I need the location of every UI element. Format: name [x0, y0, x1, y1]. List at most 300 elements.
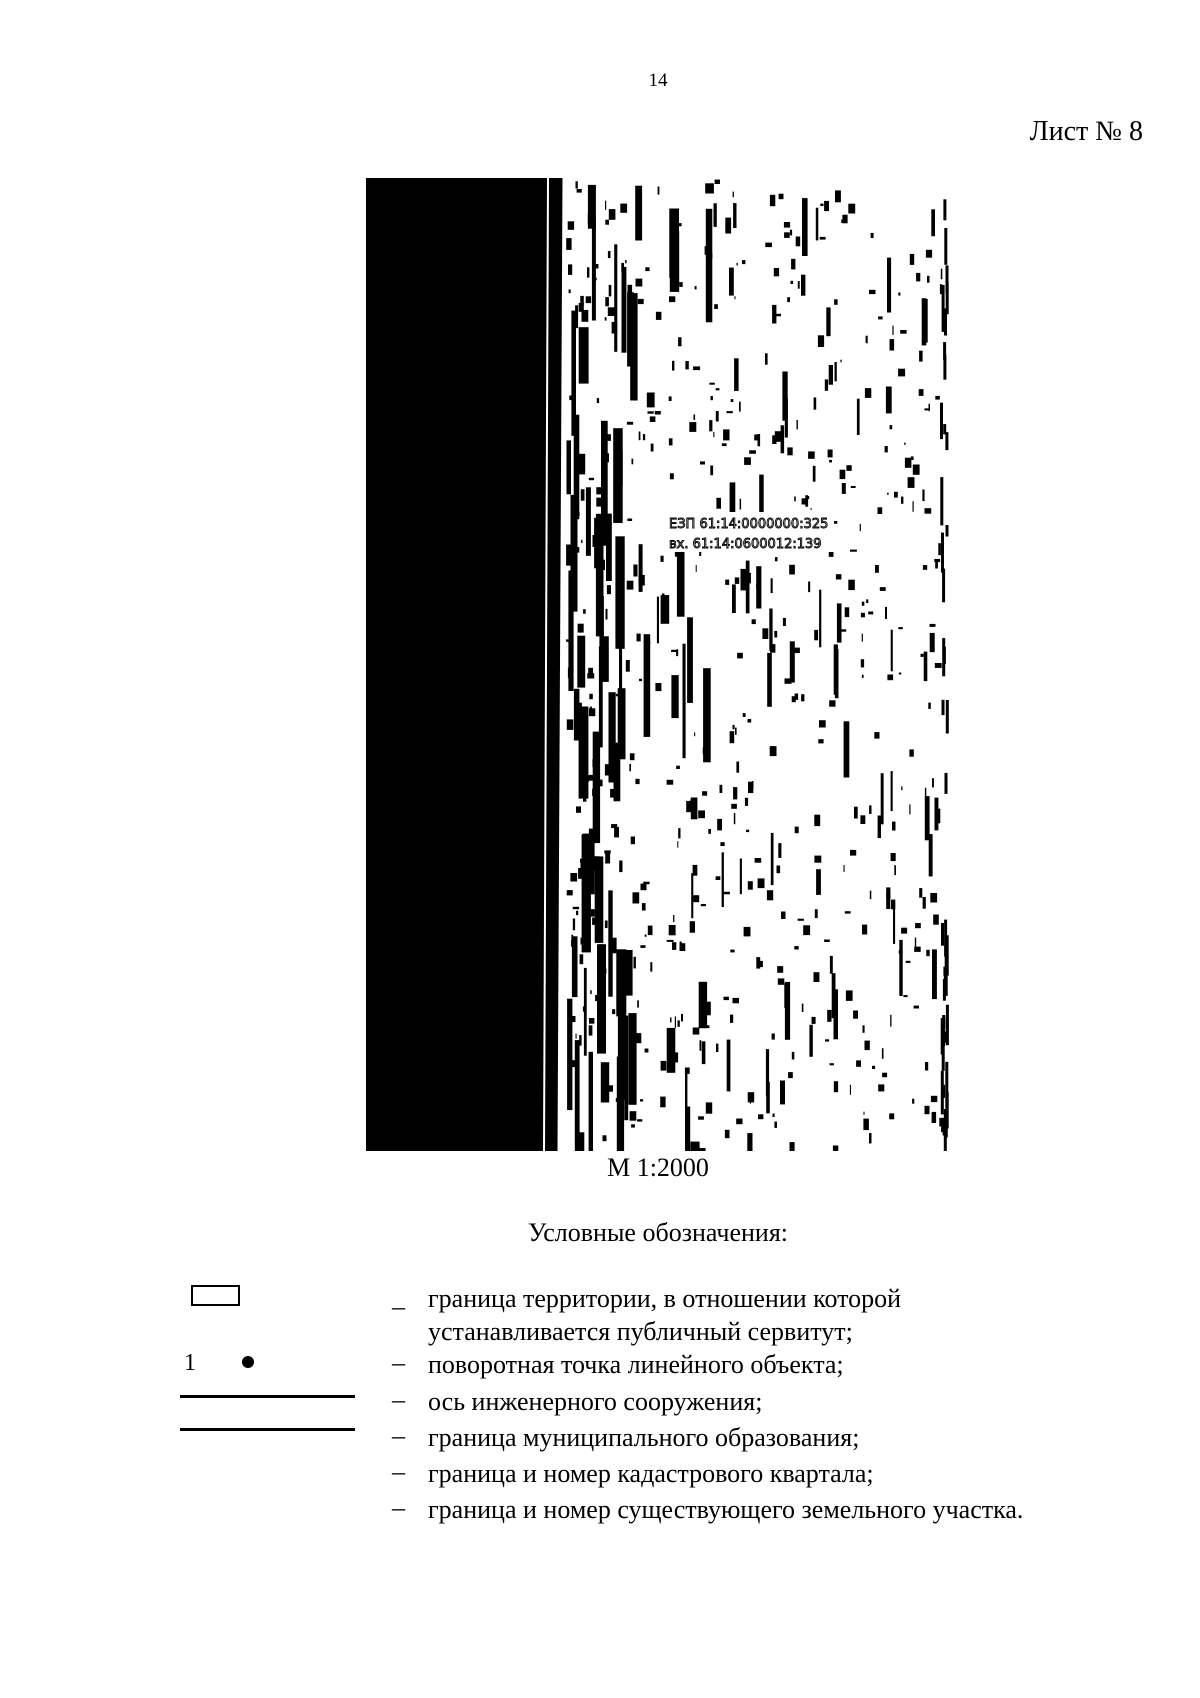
terrain-speck	[845, 607, 850, 617]
terrain-speck	[900, 330, 906, 334]
terrain-speck	[784, 232, 790, 238]
terrain-streak	[567, 999, 572, 1110]
terrain-speck	[571, 1070, 573, 1075]
legend-text: граница муниципального образования;	[428, 1423, 860, 1452]
terrain-edge-mark	[942, 569, 945, 603]
terrain-speck	[898, 627, 903, 629]
terrain-streak	[785, 982, 790, 1040]
terrain-streak	[861, 659, 864, 667]
terrain-speck	[589, 478, 594, 480]
terrain-speck	[640, 945, 645, 948]
terrain-speck	[798, 919, 804, 921]
terrain-speck	[779, 194, 784, 200]
terrain-speck	[727, 411, 733, 413]
terrain-speck	[885, 607, 887, 619]
terrain-speck	[726, 218, 727, 229]
terrain-speck	[690, 921, 695, 933]
terrain-speck	[635, 779, 639, 784]
terrain-speck	[748, 881, 753, 890]
terrain-speck	[775, 314, 781, 317]
terrain-speck	[589, 1018, 594, 1024]
terrain-speck	[700, 461, 705, 464]
terrain-speck	[938, 543, 941, 555]
terrain-speck	[661, 1061, 667, 1071]
terrain-speck	[903, 995, 907, 997]
terrain-speck	[748, 573, 751, 584]
terrain-speck	[605, 201, 606, 210]
terrain-edge-mark	[945, 773, 948, 794]
terrain-edge-mark	[942, 700, 945, 715]
terrain-speck	[829, 700, 835, 706]
terrain-speck	[773, 1114, 775, 1118]
terrain-speck	[625, 260, 627, 263]
terrain-speck	[926, 250, 932, 258]
terrain-speck	[731, 804, 737, 809]
terrain-speck	[775, 557, 778, 561]
terrain-speck	[860, 524, 861, 531]
terrain-speck	[608, 251, 611, 258]
terrain-speck	[616, 1098, 620, 1102]
terrain-speck	[673, 915, 674, 922]
terrain-speck	[693, 895, 699, 902]
terrain-speck	[701, 904, 706, 906]
terrain-speck	[808, 451, 815, 458]
terrain-speck	[581, 861, 588, 873]
terrain-speck	[594, 264, 599, 269]
terrain-speck	[581, 489, 585, 501]
terrain-streak	[595, 856, 604, 943]
terrain-streak	[702, 1041, 706, 1064]
terrain-edge-mark	[943, 342, 946, 360]
terrain-speck	[709, 383, 714, 385]
terrain-speck	[612, 322, 618, 334]
terrain-speck	[618, 1042, 620, 1053]
terrain-streak	[929, 834, 933, 876]
terrain-speck	[588, 861, 595, 871]
terrain-speck	[589, 694, 593, 699]
terrain-speck	[869, 290, 876, 294]
terrain-streak	[790, 641, 795, 682]
terrain-streak	[622, 267, 627, 353]
terrain-speck	[787, 297, 790, 302]
terrain-speck	[631, 977, 632, 983]
terrain-speck	[573, 907, 579, 909]
terrain-speck	[842, 483, 846, 494]
terrain-streak	[576, 1132, 584, 1151]
terrain-speck	[915, 938, 916, 947]
terrain-streak	[722, 852, 724, 907]
map-scale: М 1:2000	[607, 1153, 709, 1182]
terrain-speck	[820, 237, 826, 240]
terrain-speck	[605, 471, 607, 481]
terrain-speck	[693, 366, 700, 370]
terrain-speck	[629, 764, 631, 771]
legend-item	[0, 1348, 1200, 1382]
terrain-speck	[862, 925, 867, 935]
terrain-speck	[734, 296, 735, 299]
terrain-speck	[568, 264, 572, 275]
terrain-streak	[746, 561, 750, 614]
terrain-streak	[619, 633, 622, 742]
terrain-speck	[746, 830, 749, 832]
legend-dash: –	[392, 1493, 405, 1522]
terrain-speck	[694, 415, 696, 420]
terrain-speck	[848, 580, 855, 590]
terrain-speck	[708, 829, 711, 834]
terrain-speck	[814, 856, 821, 863]
terrain-streak	[771, 833, 774, 885]
terrain-speck	[737, 263, 738, 266]
terrain-speck	[890, 425, 893, 429]
terrain-speck	[614, 827, 619, 838]
terrain-speck	[878, 507, 883, 514]
terrain-speck	[892, 822, 896, 831]
terrain-speck	[598, 944, 604, 947]
terrain-speck	[865, 388, 871, 398]
terrain-streak	[785, 398, 788, 438]
terrain-streak	[931, 209, 935, 236]
terrain-speck	[667, 780, 674, 785]
terrain-speck	[744, 927, 751, 937]
terrain-speck	[678, 828, 680, 838]
terrain-speck	[784, 222, 790, 228]
terrain-streak	[935, 798, 939, 831]
terrain-streak	[635, 186, 642, 241]
legend-text-continuation: устанавливается публичный сервитут;	[428, 1317, 853, 1346]
terrain-speck	[863, 1025, 865, 1033]
terrain-speck	[807, 496, 809, 499]
terrain-speck	[874, 732, 879, 739]
terrain-speck	[749, 450, 756, 454]
terrain-speck	[899, 950, 903, 953]
terrain-speck	[676, 766, 680, 769]
terrain-streak	[881, 773, 884, 824]
terrain-speck	[853, 1011, 858, 1019]
terrain-speck	[905, 458, 912, 468]
terrain-speck	[677, 841, 678, 848]
legend-text: ось инженерного сооружения;	[428, 1387, 763, 1416]
terrain-speck	[891, 853, 896, 861]
terrain-speck	[716, 388, 720, 390]
terrain-speck	[901, 497, 903, 504]
terrain-streak	[741, 569, 747, 591]
terrain-streak	[727, 1040, 731, 1092]
terrain-speck	[931, 1096, 937, 1102]
terrain-speck	[655, 683, 661, 691]
terrain-speck	[637, 1000, 639, 1007]
terrain-speck	[643, 434, 645, 440]
terrain-speck	[631, 837, 635, 845]
terrain-speck	[922, 490, 924, 502]
terrain-streak	[767, 653, 772, 707]
terrain-speck	[819, 720, 826, 727]
terrain-speck	[828, 450, 833, 458]
terrain-speck	[808, 582, 810, 593]
terrain-speck	[731, 399, 734, 402]
terrain-speck	[875, 565, 879, 573]
terrain-speck	[669, 396, 672, 401]
terrain-speck	[815, 909, 818, 918]
terrain-streak	[729, 268, 734, 296]
terrain-speck	[581, 938, 584, 945]
terrain-speck	[711, 396, 713, 400]
terrain-speck	[672, 1052, 678, 1062]
terrain-streak	[826, 307, 830, 336]
terrain-speck	[932, 1112, 937, 1123]
terrain-speck	[700, 1040, 702, 1051]
terrain-speck	[633, 565, 637, 577]
terrain-speck	[609, 209, 616, 220]
terrain-speck	[592, 789, 594, 797]
terrain-speck	[592, 831, 593, 839]
terrain-speck	[567, 719, 574, 730]
terrain-speck	[589, 1025, 593, 1035]
terrain-edge-mark	[940, 477, 943, 525]
terrain-edge-mark	[946, 1005, 949, 1045]
terrain-speck	[814, 815, 820, 826]
terrain-speck	[829, 460, 832, 463]
terrain-speck	[724, 892, 730, 895]
terrain-streak	[586, 487, 591, 556]
terrain-speck	[583, 899, 589, 902]
terrain-speck	[785, 678, 792, 683]
terrain-speck	[637, 1119, 642, 1121]
terrain-edge-mark	[941, 533, 944, 573]
terrain-speck	[834, 998, 836, 1007]
terrain-speck	[762, 628, 768, 639]
terrain-speck	[802, 1004, 804, 1012]
terrain-speck	[913, 501, 914, 512]
terrain-speck	[755, 858, 762, 863]
terrain-edge-mark	[945, 432, 948, 450]
terrain-streak	[660, 1097, 665, 1108]
terrain-streak	[925, 796, 930, 840]
terrain-speck	[930, 893, 937, 903]
terrain-speck	[724, 997, 729, 1000]
terrain-speck	[787, 447, 792, 455]
terrain-speck	[833, 1146, 838, 1152]
terrain-streak	[732, 584, 736, 613]
terrain-speck	[925, 508, 932, 514]
terrain-speck	[655, 411, 661, 415]
terrain-speck	[770, 746, 777, 756]
terrain-streak	[691, 873, 693, 918]
terrain-speck	[827, 1010, 831, 1022]
terrain-speck	[626, 660, 630, 672]
legend-dash: –	[392, 1421, 405, 1450]
terrain-streak	[613, 428, 623, 523]
terrain-speck	[914, 947, 921, 952]
terrain-edge-mark	[941, 923, 944, 946]
legend-text: граница и номер существующего земельного участка.	[428, 1495, 1024, 1524]
terrain-speck	[624, 1023, 626, 1033]
legend-item	[0, 1493, 1200, 1527]
terrain-streak	[599, 647, 603, 748]
terrain-speck	[579, 657, 580, 665]
terrain-speck	[835, 190, 841, 202]
terrain-speck	[919, 888, 922, 898]
terrain-speck	[592, 759, 593, 767]
terrain-speck	[675, 223, 681, 226]
terrain-speck	[840, 470, 846, 479]
terrain-speck	[737, 653, 743, 659]
terrain-speck	[676, 649, 678, 656]
terrain-speck	[595, 995, 601, 1001]
terrain-speck	[909, 804, 910, 814]
terrain-speck	[862, 675, 864, 678]
legend-item	[0, 1385, 1200, 1419]
terrain-streak	[592, 219, 596, 321]
terrain-speck	[935, 663, 942, 668]
terrain-speck	[850, 550, 857, 552]
terrain-speck	[870, 891, 872, 899]
terrain-streak	[671, 675, 678, 718]
terrain-speck	[781, 912, 786, 920]
terrain-streak	[687, 617, 693, 703]
terrain-speck	[656, 312, 662, 320]
terrain-edge-mark	[943, 647, 946, 664]
terrain-streak	[801, 275, 805, 296]
terrain-speck	[919, 389, 924, 396]
terrain-streak	[579, 327, 589, 383]
terrain-speck	[685, 361, 688, 369]
terrain-streak	[571, 311, 576, 436]
terrain-streak	[584, 968, 587, 1056]
terrain-speck	[605, 317, 607, 320]
terrain-streak	[644, 634, 651, 737]
terrain-speck	[791, 281, 794, 284]
terrain-speck	[605, 764, 612, 775]
terrain-speck	[862, 634, 863, 642]
terrain-speck	[791, 1151, 792, 1152]
terrain-speck	[882, 1048, 884, 1059]
terrain-streak	[623, 950, 632, 996]
terrain-streak	[899, 940, 902, 996]
terrain-speck	[841, 219, 846, 223]
sheet-label: Лист № 8	[1029, 116, 1143, 147]
terrain-speck	[733, 192, 734, 198]
terrain-speck	[645, 1049, 649, 1053]
terrain-speck	[716, 1044, 718, 1052]
terrain-speck	[798, 281, 800, 289]
terrain-speck	[596, 498, 602, 507]
terrain-speck	[716, 876, 721, 880]
terrain-speck	[604, 433, 605, 442]
terrain-speck	[912, 1099, 914, 1104]
terrain-streak	[667, 1028, 676, 1073]
terrain-speck	[596, 809, 598, 816]
terrain-speck	[824, 940, 830, 943]
terrain-speck	[866, 336, 868, 344]
terrain-speck	[925, 1106, 930, 1114]
terrain-speck	[720, 842, 724, 846]
terrain-streak	[819, 590, 821, 648]
terrain-speck	[641, 884, 647, 891]
legend-dash: –	[392, 1348, 405, 1377]
terrain-speck	[589, 909, 595, 916]
terrain-speck	[606, 453, 609, 462]
terrain-speck	[636, 279, 643, 287]
terrain-streak	[844, 721, 850, 777]
terrain-speck	[588, 213, 590, 225]
terrain-speck	[627, 519, 632, 522]
terrain-speck	[628, 285, 633, 295]
map-image	[366, 178, 950, 1151]
terrain-speck	[616, 694, 623, 697]
terrain-speck	[580, 954, 584, 964]
terrain-streak	[740, 859, 742, 895]
page-number: 14	[648, 70, 668, 91]
terrain-speck	[619, 861, 622, 873]
terrain-streak	[582, 834, 591, 952]
terrain-speck	[915, 923, 921, 928]
terrain-edge-mark	[944, 968, 947, 990]
terrain-speck	[850, 850, 856, 856]
terrain-speck	[603, 1135, 607, 1141]
terrain-speck	[818, 335, 824, 347]
terrain-speck	[725, 580, 729, 585]
terrain-speck	[600, 560, 605, 570]
terrain-speck	[602, 645, 607, 651]
terrain-speck	[689, 422, 696, 432]
terrain-streak	[733, 787, 737, 799]
terrain-streak	[615, 536, 624, 649]
terrain-streak	[766, 1082, 770, 1114]
terrain-speck	[672, 942, 676, 950]
terrain-speck	[758, 1114, 763, 1119]
terrain-speck	[887, 493, 889, 495]
terrain-speck	[576, 806, 581, 812]
terrain-speck	[639, 432, 641, 441]
terrain-speck	[705, 246, 710, 255]
terrain-speck	[640, 1099, 643, 1101]
terrain-speck	[777, 966, 783, 973]
terrain-streak	[829, 365, 833, 385]
map-terrain-texture	[566, 180, 949, 1151]
terrain-speck	[662, 612, 665, 614]
terrain-speck	[695, 286, 697, 289]
terrain-edge-mark	[941, 1018, 944, 1054]
terrain-speck	[669, 296, 675, 302]
terrain-speck	[765, 243, 772, 248]
terrain-speck	[615, 750, 618, 759]
terrain-streak	[733, 203, 736, 228]
terrain-speck	[571, 939, 573, 947]
terrain-speck	[722, 443, 727, 446]
terrain-streak	[834, 989, 839, 1039]
terrain-speck	[767, 890, 773, 900]
terrain-speck	[894, 865, 896, 875]
terrain-speck	[932, 778, 934, 787]
terrain-speck	[795, 694, 799, 700]
terrain-speck	[854, 807, 858, 819]
terrain-speck	[648, 926, 653, 936]
terrain-speck	[576, 911, 578, 915]
terrain-speck	[886, 887, 890, 898]
terrain-speck	[871, 233, 874, 238]
terrain-speck	[597, 398, 599, 403]
terrain-streak	[771, 578, 773, 593]
terrain-speck	[586, 779, 589, 782]
terrain-streak	[647, 393, 655, 408]
map-label-line-1: ЕЗП 61:14:0000000:325	[669, 517, 829, 532]
terrain-speck	[686, 801, 692, 812]
terrain-speck	[704, 681, 708, 688]
terrain-edge-mark	[941, 1071, 944, 1115]
terrain-speck	[898, 369, 905, 377]
terrain-speck	[887, 675, 893, 681]
terrain-streak	[790, 1142, 795, 1151]
